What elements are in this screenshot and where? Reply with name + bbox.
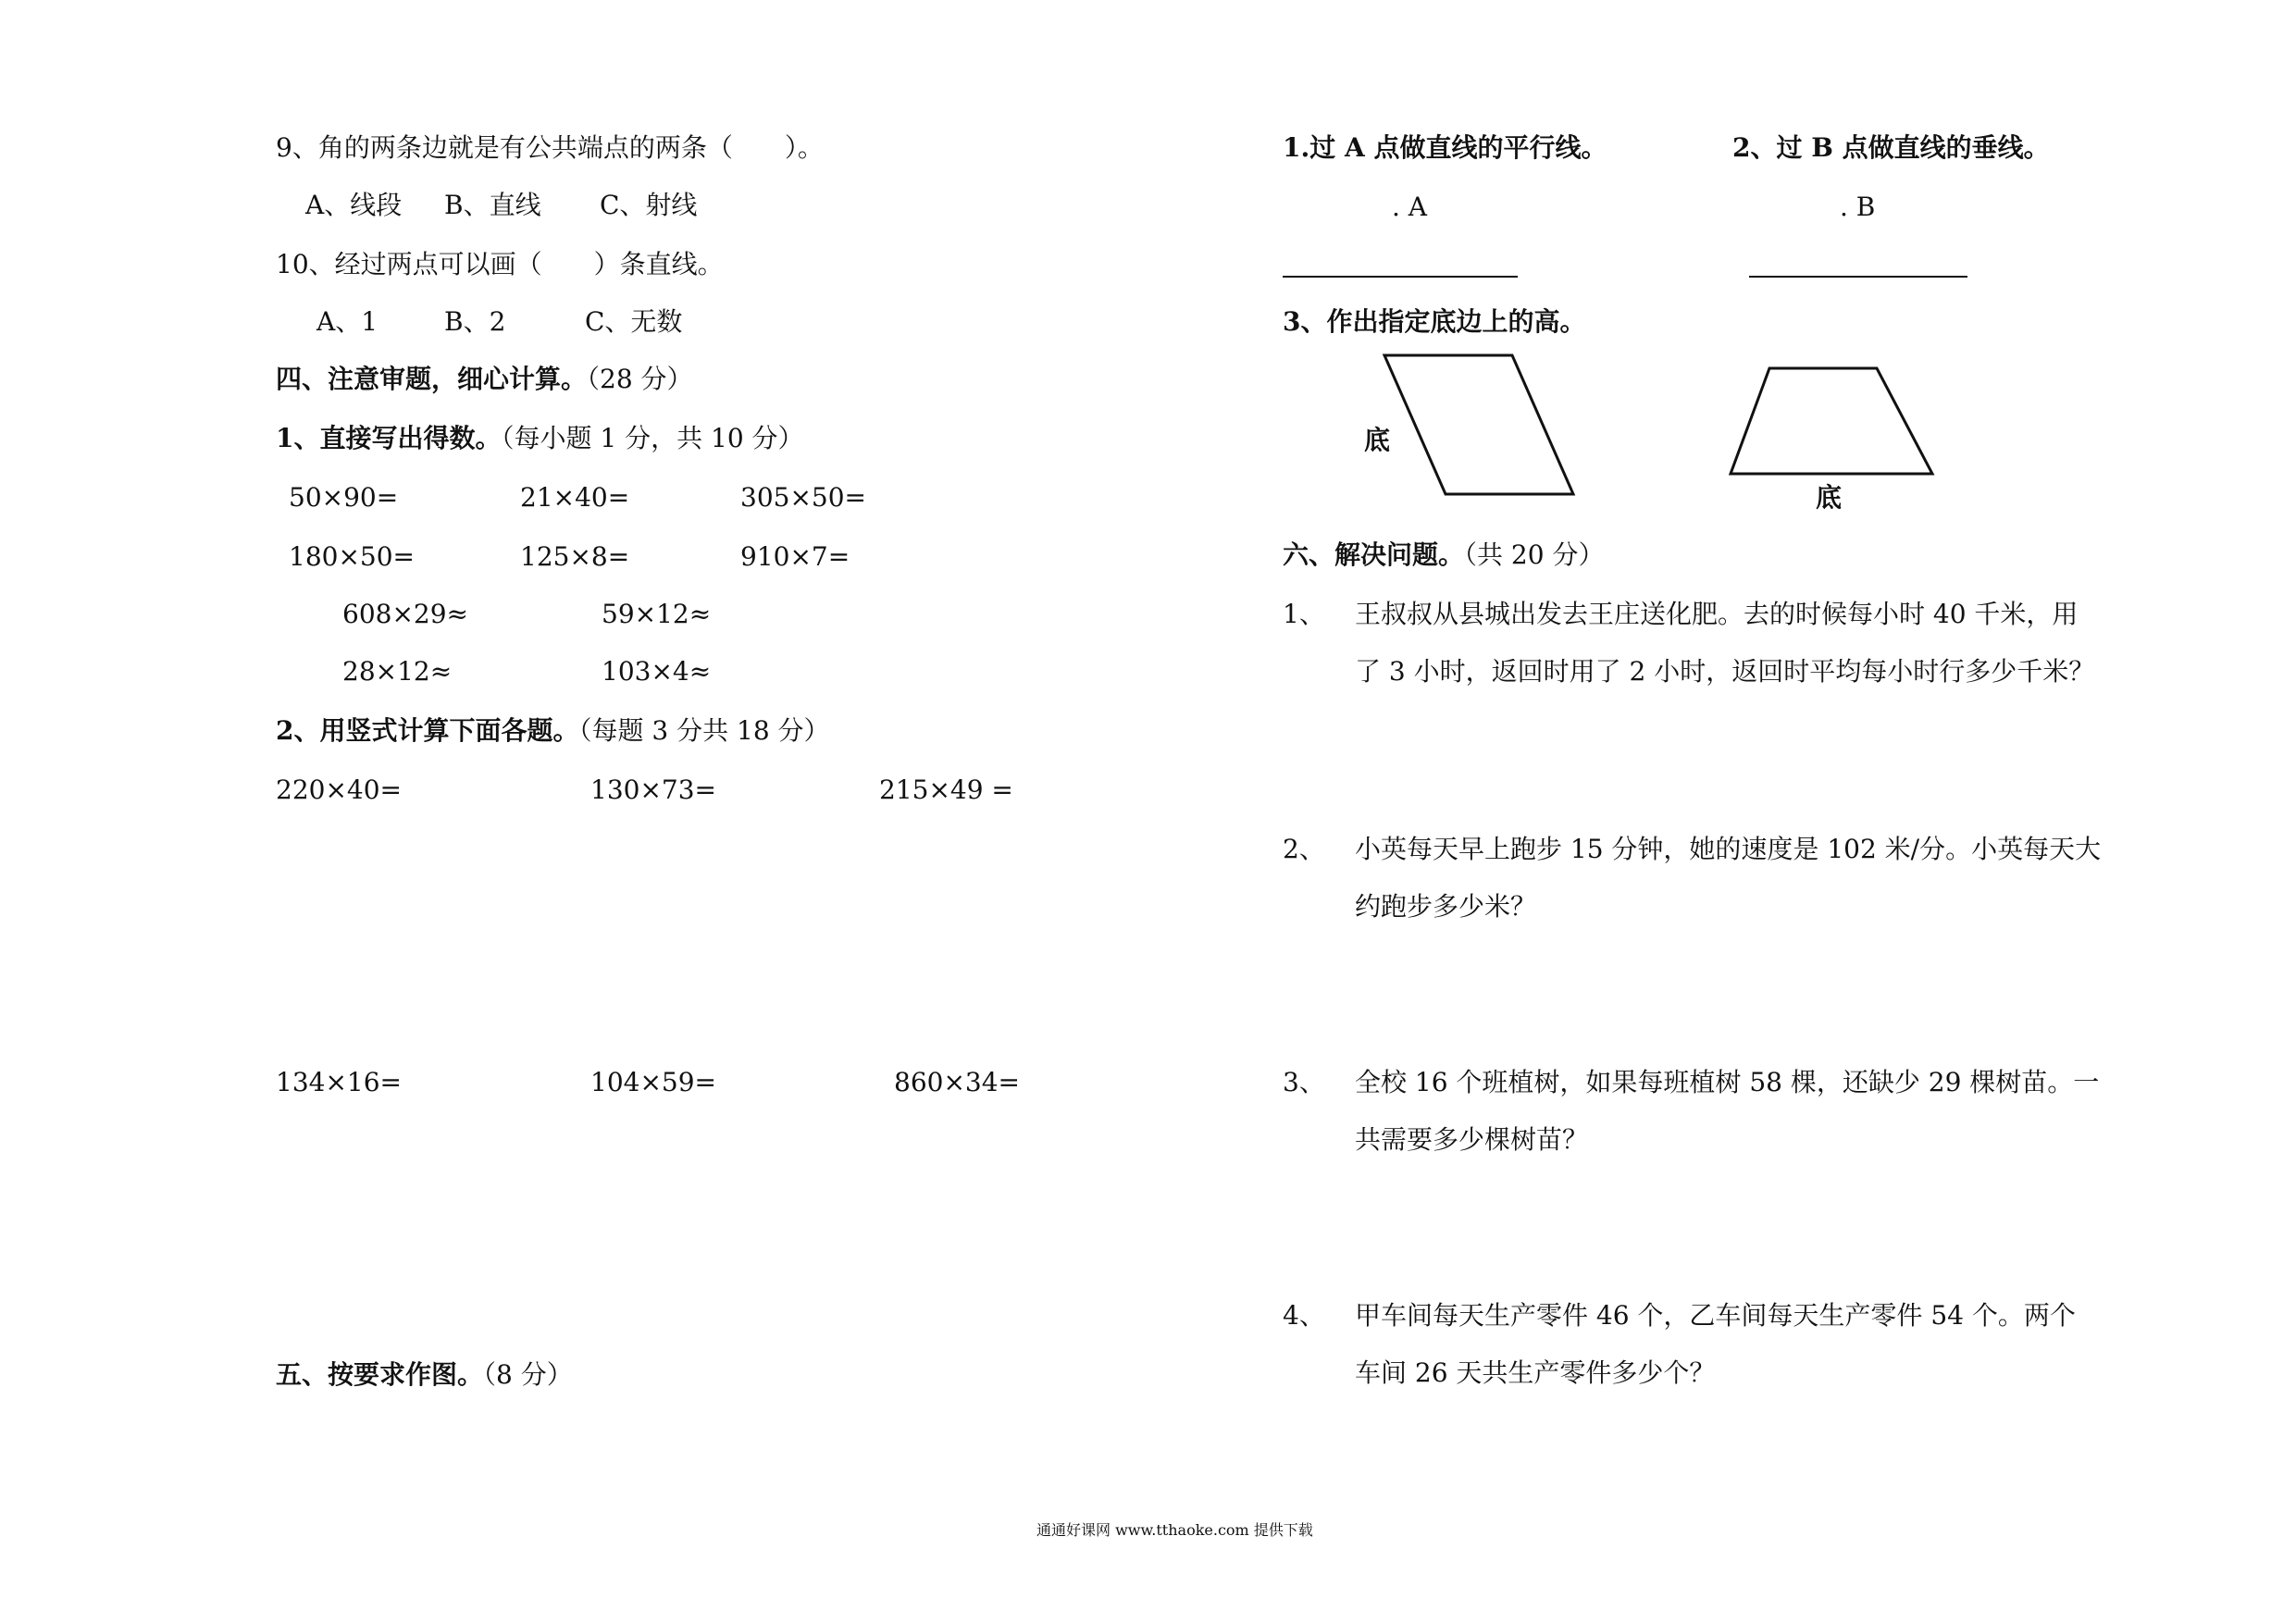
section-4-score: （28 分）	[587, 364, 693, 394]
part-1-note: （每小题 1 分，共 10 分）	[501, 423, 804, 453]
point-b-label: . B	[1840, 192, 1876, 222]
q9-option-b: B、直线	[444, 190, 541, 220]
parallelogram-shape	[1379, 350, 1582, 505]
vertical-calc-item: 104×59=	[590, 1067, 716, 1097]
vertical-calc-item: 215×49 =	[879, 774, 1013, 805]
given-line-1	[1283, 276, 1518, 278]
section-5-score: （8 分）	[483, 1359, 573, 1390]
oral-calc-item: 125×8=	[520, 541, 630, 572]
vertical-calc-item: 134×16=	[276, 1067, 402, 1097]
trapezoid-base-label: 底	[1816, 482, 1843, 513]
part-1-heading	[276, 422, 804, 455]
problem-text-line: 共需要多少棵树苗？	[1355, 1124, 1589, 1155]
footer-credit: 通通好课网 www.tthaoke.com 提供下载	[1036, 1521, 1313, 1539]
part-2-heading	[276, 714, 830, 748]
problem-text-line: 全校 16 个班植树，如果每班植树 58 棵，还缺少 29 棵树苗。一	[1355, 1067, 2100, 1097]
q10-option-b: B、2	[444, 306, 506, 337]
q9-option-c: C、射线	[600, 190, 698, 220]
problem-number: 4、	[1283, 1300, 1325, 1331]
drawing-task-2: 2、过 B 点做直线的垂线。	[1732, 132, 2050, 163]
problem-number: 3、	[1283, 1067, 1325, 1097]
given-line-2	[1749, 276, 1967, 278]
part-2-title: 2、用竖式计算下面各题。	[276, 715, 579, 746]
oral-calc-item: 305×50=	[740, 482, 866, 513]
oral-calc-item: 21×40=	[520, 482, 630, 513]
oral-calc-item: 180×50=	[289, 541, 415, 572]
q10-option-c: C、无数	[585, 306, 683, 337]
oral-calc-item: 50×90=	[289, 482, 399, 513]
oral-calc-item: 910×7=	[740, 541, 850, 572]
estimate-item: 608×29≈	[342, 599, 468, 629]
section-5-title: 五、按要求作图。	[276, 1359, 484, 1390]
estimate-item: 28×12≈	[342, 656, 453, 687]
problem-number: 2、	[1283, 834, 1325, 864]
section-6-score: （共 20 分）	[1464, 539, 1605, 570]
point-a-label: . A	[1392, 192, 1428, 222]
section-6-title: 六、解决问题。	[1283, 539, 1465, 570]
problem-text-line: 了 3 小时，返回时用了 2 小时，返回时平均每小时行多少千米？	[1355, 656, 2095, 687]
part-1-title: 1、直接写出得数。	[276, 423, 502, 453]
question-10: 10、经过两点可以画（ ）条直线。	[276, 249, 724, 279]
problem-text-line: 小英每天早上跑步 15 分钟，她的速度是 102 米/分。小英每天大	[1355, 834, 2102, 864]
vertical-calc-item: 220×40=	[276, 774, 402, 805]
section-4-title: 四、注意审题，细心计算。	[276, 364, 588, 394]
q10-option-a: A、1	[316, 306, 379, 337]
vertical-calc-item: 130×73=	[590, 774, 716, 805]
q9-option-a: A、线段	[305, 190, 403, 220]
problem-text-line: 甲车间每天生产零件 46 个，乙车间每天生产零件 54 个。两个	[1355, 1300, 2076, 1331]
question-9: 9、角的两条边就是有公共端点的两条（ ）。	[276, 132, 824, 163]
problem-text-line: 车间 26 天共生产零件多少个？	[1355, 1357, 1716, 1388]
drawing-task-1: 1.过 A 点做直线的平行线。	[1283, 132, 1607, 163]
drawing-task-3: 3、作出指定底边上的高。	[1283, 306, 1586, 337]
problem-text-line: 王叔叔从县城出发去王庄送化肥。去的时候每小时 40 千米，用	[1355, 599, 2079, 629]
section-4-heading	[276, 363, 693, 396]
section-5-heading	[276, 1358, 573, 1392]
vertical-calc-item: 860×34=	[894, 1067, 1020, 1097]
part-2-note: （每题 3 分共 18 分）	[578, 715, 830, 746]
trapezoid-shape	[1725, 365, 1938, 479]
parallelogram-base-label: 底	[1364, 425, 1391, 455]
problem-text-line: 约跑步多少米？	[1355, 891, 1537, 922]
section-6-heading	[1283, 539, 1604, 572]
estimate-item: 103×4≈	[602, 656, 712, 687]
problem-number: 1、	[1283, 599, 1325, 629]
estimate-item: 59×12≈	[602, 599, 712, 629]
